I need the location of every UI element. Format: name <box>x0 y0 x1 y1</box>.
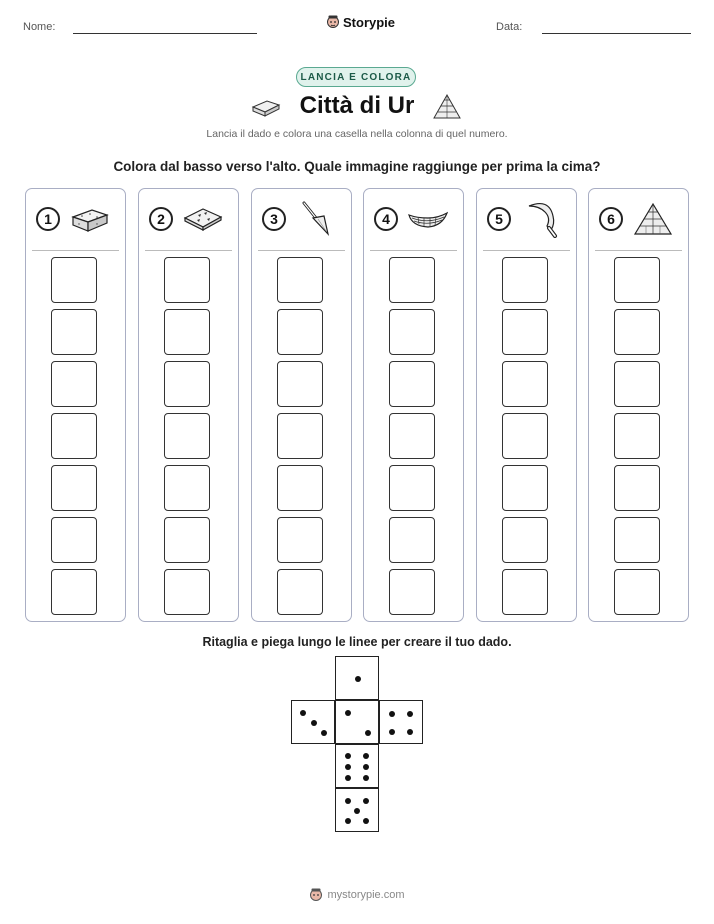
die-pip <box>363 775 369 781</box>
cutout-instruction: Ritaglia e piega lungo le linee per creare il tuo dado. <box>202 635 512 649</box>
color-cell[interactable] <box>164 569 210 615</box>
color-cell[interactable] <box>164 257 210 303</box>
ziggurat-title-icon <box>431 92 463 120</box>
column-5 <box>476 188 577 622</box>
reed-boat-icon <box>408 200 448 238</box>
name-label: Nome: <box>23 21 56 33</box>
column-divider <box>483 250 570 251</box>
die-pip <box>389 729 395 735</box>
storypie-mascot-icon <box>309 887 323 903</box>
column-divider <box>258 250 345 251</box>
page-subtitle: Lancia il dado e colora una casella nella colonna di quel numero. <box>206 128 508 140</box>
color-cell[interactable] <box>51 361 97 407</box>
color-cell[interactable] <box>277 309 323 355</box>
die-pip <box>345 818 351 824</box>
column-number: 3 <box>262 207 286 231</box>
color-cell[interactable] <box>389 517 435 563</box>
color-cell[interactable] <box>389 413 435 459</box>
die-pip <box>407 729 413 735</box>
color-cell[interactable] <box>51 309 97 355</box>
game-instruction: Colora dal basso verso l'alto. Quale immagine raggiunge per prima la cima? <box>113 159 601 174</box>
die-pip <box>363 764 369 770</box>
color-cell[interactable] <box>51 465 97 511</box>
color-cell[interactable] <box>614 309 660 355</box>
color-cell[interactable] <box>51 517 97 563</box>
die-pip <box>355 676 361 682</box>
color-cell[interactable] <box>614 413 660 459</box>
column-4 <box>363 188 464 622</box>
color-cell[interactable] <box>51 257 97 303</box>
column-divider <box>370 250 457 251</box>
ziggurat-icon <box>633 200 673 238</box>
color-cell[interactable] <box>51 569 97 615</box>
die-pip <box>354 808 360 814</box>
die-pip <box>389 711 395 717</box>
die-pip <box>311 720 317 726</box>
color-cell[interactable] <box>277 465 323 511</box>
die-pip <box>345 798 351 804</box>
clay-tablet-icon <box>183 200 223 238</box>
color-cell[interactable] <box>277 361 323 407</box>
sickle-icon <box>521 200 561 238</box>
date-label: Data: <box>496 21 523 33</box>
column-divider <box>595 250 682 251</box>
storypie-mascot-icon <box>326 14 340 30</box>
column-number: 6 <box>599 207 623 231</box>
mud-brick-icon <box>70 200 110 238</box>
color-cell[interactable] <box>389 569 435 615</box>
color-cell[interactable] <box>614 257 660 303</box>
trowel-icon <box>296 200 336 238</box>
footer <box>0 887 714 903</box>
color-cell[interactable] <box>164 361 210 407</box>
color-cell[interactable] <box>502 517 548 563</box>
color-cell[interactable] <box>51 413 97 459</box>
column-1 <box>25 188 126 622</box>
activity-badge: LANCIA E COLORA <box>296 67 416 87</box>
column-3 <box>251 188 352 622</box>
color-cell[interactable] <box>502 309 548 355</box>
color-cell[interactable] <box>502 413 548 459</box>
color-cell[interactable] <box>164 465 210 511</box>
color-cell[interactable] <box>277 257 323 303</box>
die-pip <box>345 775 351 781</box>
color-cell[interactable] <box>614 517 660 563</box>
color-cell[interactable] <box>614 465 660 511</box>
die-pip <box>345 710 351 716</box>
color-cell[interactable] <box>502 257 548 303</box>
die-pip <box>345 764 351 770</box>
color-cell[interactable] <box>277 413 323 459</box>
die-pip <box>300 710 306 716</box>
die-pip <box>407 711 413 717</box>
column-number: 1 <box>36 207 60 231</box>
color-cell[interactable] <box>389 465 435 511</box>
page-title: Città di Ur <box>299 92 415 119</box>
color-cell[interactable] <box>614 569 660 615</box>
column-number: 5 <box>487 207 511 231</box>
die-pip <box>345 753 351 759</box>
color-cell[interactable] <box>614 361 660 407</box>
color-cell[interactable] <box>277 569 323 615</box>
color-cell[interactable] <box>502 361 548 407</box>
die-face-2 <box>335 700 379 744</box>
column-6 <box>588 188 689 622</box>
die-pip <box>365 730 371 736</box>
die-pip <box>363 753 369 759</box>
die-pip <box>363 818 369 824</box>
color-cell[interactable] <box>389 361 435 407</box>
column-divider <box>32 250 119 251</box>
color-cell[interactable] <box>277 517 323 563</box>
color-cell[interactable] <box>389 309 435 355</box>
die-pip <box>321 730 327 736</box>
die-face-6 <box>335 744 379 788</box>
color-cell[interactable] <box>502 569 548 615</box>
color-cell[interactable] <box>164 309 210 355</box>
name-line[interactable] <box>73 33 257 34</box>
color-cell[interactable] <box>389 257 435 303</box>
date-line[interactable] <box>542 33 691 34</box>
die-face-3 <box>291 700 335 744</box>
column-number: 2 <box>149 207 173 231</box>
die-pip <box>363 798 369 804</box>
footer-url[interactable]: mystorypie.com <box>327 889 405 901</box>
color-cell[interactable] <box>502 465 548 511</box>
column-divider <box>145 250 232 251</box>
brand-name: Storypie <box>343 14 396 30</box>
column-2 <box>138 188 239 622</box>
brand-logo <box>326 14 395 30</box>
die-face-1 <box>335 656 379 700</box>
color-cell[interactable] <box>164 413 210 459</box>
color-cell[interactable] <box>164 517 210 563</box>
die-face-5 <box>335 788 379 832</box>
die-face-4 <box>379 700 423 744</box>
column-number: 4 <box>374 207 398 231</box>
